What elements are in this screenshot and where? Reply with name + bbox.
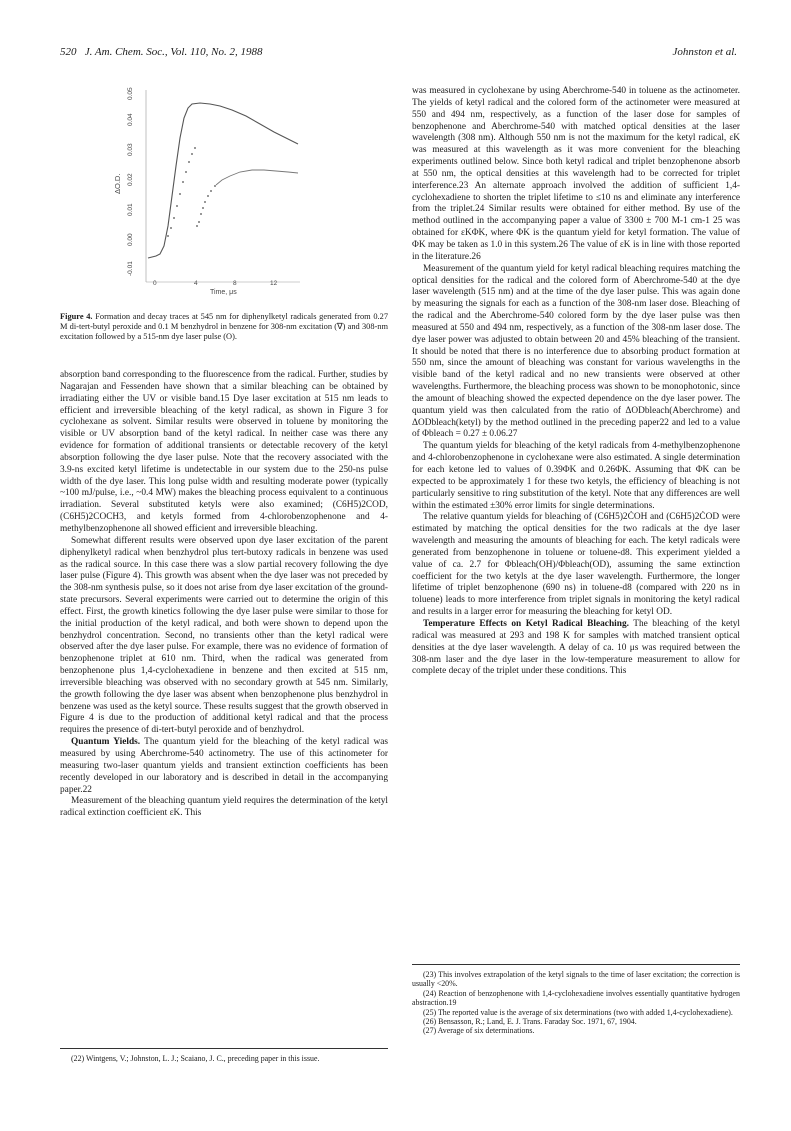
footnote-rule	[60, 1048, 388, 1049]
paragraph: Measurement of the quantum yield for ketyl radical bleaching requires matching the optical densities for the radical and the colored form of Aberchrome-540 at the dye laser wavelength (515 nm) and at the time of the dye laser pulse. This was again done by measuring the signals for each as a function of the 308-nm laser dose. Bleaching of the radical and the Aberchrome-540 colored form by the dye laser pulse was then measured at 550 and 494 nm, respectively, as a function of the 308-nm laser dose. The dye laser power was adjusted to obtain between 20 and 45% bleaching of the transient. It should be noted that there is no interference due to absorbing product formation at 550 nm, since the amount of bleaching was constant for various wavelengths in the visible band of the ketyl radical and no new transients were observed at other wavelengths. Furthermore, the bleaching process was shown to be monophotonic, since the amount of bleaching showed the expected dependence on the dye laser power. The quantum yield was then calculated from the ratio of ΔODbleach(Aberchrome) and ΔODbleach(ketyl) by the method outlined in the preceding paper22 and led to a value of Φbleach = 0.27 ± 0.06.27	[412, 263, 740, 440]
paragraph: was measured in cyclohexane by using Aberchrome-540 in toluene as the actinometer. The yields of ketyl radical and the colored form of the actinometer were measured at 550 and 494 nm, respectively, as a function of the laser dose for samples of benzophenone and Aberchrome-540 with matched optical densities at the laser wavelength (308 nm). Although 550 nm is not the maximum for the ketyl radical, εK was measured at this wavelength as it was more convenient for the bleaching experiments outlined below. Since both ketyl radical and triplet benzophenone absorb at 550 nm, the optical densities at this wavelength had to be corrected for triplet interference.23 An alternate approach involved the addition of sufficient 1,4-cyclohexadiene to shorten the triplet lifetime to ≤10 ns and eliminate any interference from the triplet.24 Similar results were obtained for either method. By use of the method outlined in the accompanying paper a value of 3300 ± 700 M-1 cm-1 25 was obtained for εKΦK, where ΦK is the quantum yield for ketyl formation. The value of ΦK may be taken as 1.0 in this system.26 The value of εK is in line with those reported in the literature.26	[412, 86, 740, 262]
caption-text: Formation and decay traces at 545 nm for diphenylketyl radicals generated from 0.27 M di-tert-butyl peroxide and 0.1 M benzhydrol in benzene for 308-nm excitation (∇) and 308-nm excitation followed by a 515-nm dye laser pulse (O).	[60, 312, 389, 342]
footnotes-right	[412, 958, 740, 1036]
paragraph: absorption band corresponding to the fluorescence from the radical. Further, studies by Nagarajan and Fessenden have shown that a similar bleaching can be obtained by irradiating either the UV or visible band.15 Dye laser excitation at 515 nm leads to efficient and irreversible bleaching of the ketyl radical, as shown in Figure 3 for cyclohexane as solvent. Similar results were observed in toluene by monitoring the visible or UV absorption band of the ketyl radical. In neither case was there any evidence for formation of additional transients or detectable recovery of the ketyl absorption following the dye laser pulse. Note that the recovery associated with the 3.9-ns excited ketyl lifetime is undetectable in our system due to the 250-ns pulse width of the dye laser. This long pulse width and resulting moderate power (typically ~100 mJ/pulse, i.e., ~0.4 MW) makes the bleaching process equivalent to a continuous irradiation. Several substituted ketyls were also examined; (C6H5)2COD, (C6H5)2COCH3, and ketyls formed from 4-chlorobenzophenone and 4-methylbenzophenone all showed efficient and irreversible bleaching.	[60, 370, 388, 534]
page-number: 520	[60, 46, 77, 58]
quantum-yields-paragraph	[60, 737, 388, 796]
paragraph-text: The bleaching of the ketyl radical was measured at 293 and 198 K for samples with matched transient optical densities at the dye laser wavelength. A delay of ca. 10 μs was required between the 308-nm laser and the dye laser in the low-temperature measurement to allow for complete decay of the triplet under these conditions. This	[412, 618, 740, 677]
y-tick-label: 0.01	[127, 203, 134, 216]
x-tick-label: 8	[233, 280, 237, 287]
x-tick-label: 12	[270, 280, 278, 287]
figure-4-plot	[60, 86, 388, 308]
paragraph: Measurement of the bleaching quantum yield requires the determination of the ketyl radical extinction coefficient εK. This	[60, 796, 388, 819]
footnote: (26) Bensasson, R.; Land, E. J. Trans. Faraday Soc. 1971, 67, 1904.	[423, 1017, 637, 1027]
footnotes-left	[60, 1042, 388, 1063]
y-tick-label: 0.04	[127, 113, 134, 126]
y-tick-label: 0.00	[127, 233, 134, 246]
left-column	[60, 370, 388, 820]
x-tick-label: 4	[194, 280, 198, 287]
y-tick-label: -0.01	[127, 261, 134, 276]
caption-label: Figure 4.	[60, 312, 93, 321]
footnote-rule	[412, 964, 740, 965]
paragraph-text: The quantum yield for the bleaching of the ketyl radical was measured by using Aberchrome-540 actinometry. The use of this actinometer for measuring two-laser quantum yields and transient extinction coefficients has been recently developed in our laboratory and is described in detail in the accompanying paper.22	[60, 737, 388, 795]
paragraph: The quantum yields for bleaching of the ketyl radicals from 4-methylbenzophenone and 4-chlorobenzophenone in cyclohexane were also estimated. A single determination for each ketone led to values of 0.39ΦK and 0.26ΦK. Assuming that ΦK can be expected to be approximately 1 for these two ketyls, the efficiency of bleaching is not particularly sensitive to ring substitution of the ketyl. Note that any differences are well within the estimated ±30% error limits for single determinations.	[412, 441, 740, 511]
figure-caption	[60, 312, 388, 343]
footnote: (27) Average of six determinations.	[423, 1026, 535, 1036]
trace-dye-laser	[167, 147, 216, 237]
section-heading: Quantum Yields.	[71, 737, 141, 748]
journal-citation: J. Am. Chem. Soc., Vol. 110, No. 2, 1988	[84, 46, 263, 58]
figure-4	[60, 86, 388, 308]
paragraph: The relative quantum yields for bleaching of (C6H5)2ĊOH and (C6H5)2ĊOD were estimated by matching the optical densities for the two radicals at the dye laser wavelength and measuring the amounts of bleaching for each. The ketyl radicals were generated from benzophenone in toluene or toluene-d8. This experiment yielded a value of ca. 2.7 for Φbleach(OH)/Φbleach(OD), assuming the same extinction coefficient for the two ketyls at the dye laser wavelength. Furthermore, the longer lifetime of triplet benzophenone (690 ns) in toluene-d8 (compared with 220 ns in toluene) leads to more interference from triplet signals in monitoring the ketyl radical and results in a larger error for measuring the bleaching for ketyl OD.	[412, 512, 740, 618]
footnote: (22) Wintgens, V.; Johnston, L. J.; Scaiano, J. C., preceding paper in this issue.	[71, 1054, 320, 1063]
y-tick-label: 0.03	[127, 143, 134, 156]
section-heading: Temperature Effects on Ketyl Radical Bleaching.	[423, 618, 629, 629]
right-column	[412, 86, 740, 678]
x-tick-label: 0	[153, 280, 157, 287]
y-tick-label: 0.02	[127, 173, 134, 186]
footnote: (24) Reaction of benzophenone with 1,4-cyclohexadiene involves essentially quantitative hydrogen abstraction.19	[412, 988, 740, 1008]
paragraph: Somewhat different results were observed upon dye laser excitation of the parent diphenylketyl radical when benzhydrol plus tert-butoxy radicals in benzene was used as the radical source. In this case there was a slow partial recovery following the dye laser pulse (Figure 4). This growth was absent when the dye laser was not preceded by the 308-nm synthesis pulse, so it does not arise from dye laser excitation of the ground-state precursors. Several experiments were carried out to determine the origin of this effect. First, the growth kinetics following the dye laser pulse were similar to those for the initial production of the ketyl radical, and both were shown to depend upon the benzhydrol concentration. Second, no transients other than the ketyl radical were observed after the dye laser pulse. For example, there was no evidence of formation of benzophenone triplet at 610 nm. Third, when the radical was generated from benzophenone plus 1,4-cyclohexadiene in benzene and then excited at 515 nm, irreversible bleaching was observed with no secondary growth at 545 nm. Similarly, the growth following the dye laser was absent when benzophenone plus benzhydrol in benzene was used as the ketyl source. These results suggest that the growth observed in Figure 4 is due to the production of additional ketyl radical and that the process requires the presence of di-tert-butyl peroxide and of benzhydrol.	[60, 535, 388, 736]
footnote: (25) The reported value is the average of six determinations (two with added 1,4-cyclohexadiene).	[423, 1007, 733, 1017]
x-axis-label: Time, μs	[210, 289, 237, 296]
running-header-authors: Johnston et al.	[672, 46, 737, 58]
temperature-paragraph	[412, 619, 740, 678]
trace-308nm	[148, 103, 298, 258]
y-tick-label: 0.05	[127, 87, 134, 100]
y-axis-label: ΔO.D.	[113, 173, 122, 194]
footnote: (23) This involves extrapolation of the ketyl signals to the time of laser excitation; the correction is usually <20%.	[412, 970, 740, 989]
running-header-left	[60, 46, 262, 58]
